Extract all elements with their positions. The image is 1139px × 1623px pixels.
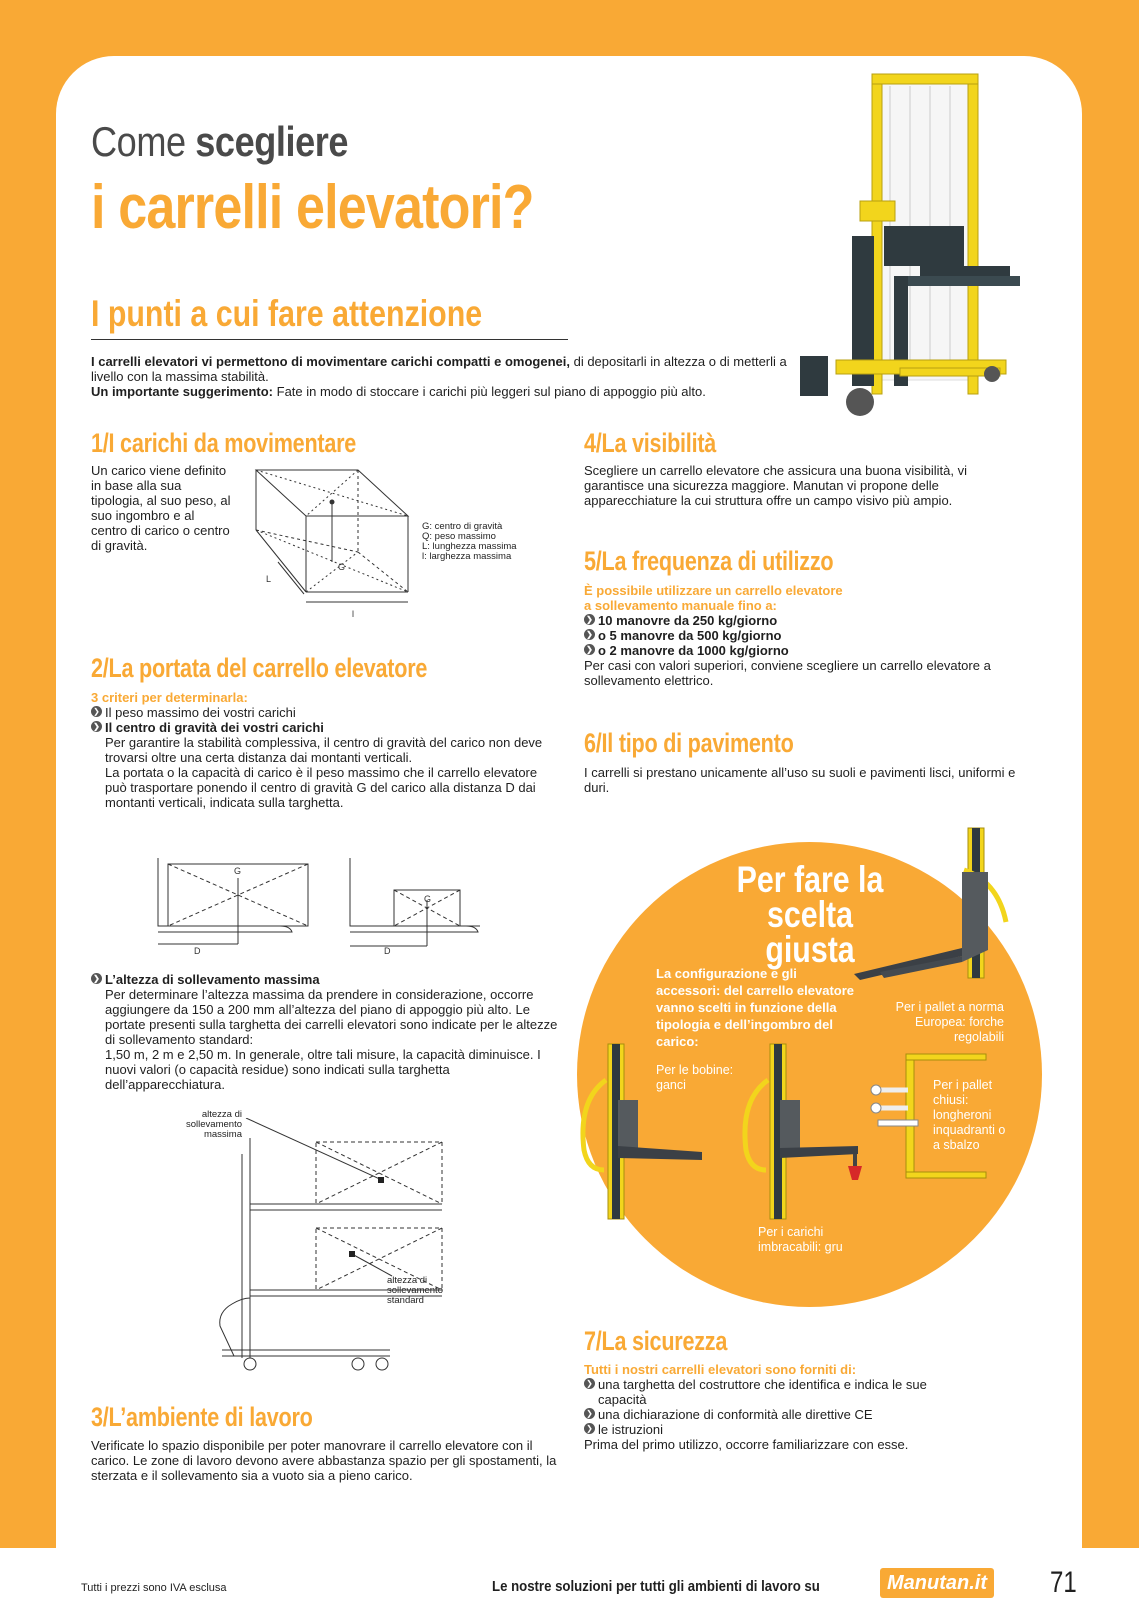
s7-item: ❯ una dichiarazione di conformità alle direttive CE [584,1407,944,1422]
s2-lift-height: ❯ L’altezza di sollevamento massima Per determinare l’altezza massima da prendere in considerazione, occorre aggiungere da 150 a 200 mm all’altezza del piano di appoggio più alto. Le portate presenti sulla targhetta dei carrelli elevatori sono indicate per le altezze di sollevamento standard: 1,50 m, 2 m e 2,50 m. In generale, oltre tali misure, la capacità diminuisce. I nuovi valori (o capacità residue) sono indicati sulla targhetta dell’apparecchiatura. [91,972,561,1092]
s7-item: ❯ le istruzioni [584,1422,944,1437]
gravity-distance-diagram [150,854,480,954]
s1-label-l: l [352,609,354,619]
page-number: 71 [1050,1566,1077,1599]
s4-text: Scegliere un carrello elevatore che assicura una buona visibilità, vi garantisce una sicurezza maggiore. Manutan vi propone delle apparecchiature la cui struttura offre un campo visivo più ampio. [584,463,967,508]
s2-label-g2: G [424,894,432,904]
s2-bullet: ❯ Il peso massimo dei vostri carichi [91,705,561,720]
legend-item: G: centro di gravità [422,521,503,532]
label-altezza-massima: altezza di sollevamento massima [186,1109,242,1140]
s1-heading: 1/I carichi da movimentare [91,428,357,458]
s2-bullet: ❯ Il centro di gravità dei vostri carichi [91,720,561,735]
s1-label-g: G [338,562,346,572]
section-subtitle: I punti a cui fare attenzione [91,293,483,334]
label-altezza-standard: altezza di sollevamento standard [387,1275,443,1306]
s7-heading: 7/La sicurezza [584,1326,728,1356]
clamp-accessory [868,1050,1018,1180]
forks-accessory [850,822,1020,992]
s2-label-d1: D [194,946,201,954]
s3-text: Verificate lo spazio disponibile per poter manovrare il carrello elevatore con il carico. Le zone di lavoro devono avere abbastanza spazio per gli spostamenti, la sterzata e il sollevamento sia a vuoto sia a pieno carico. [91,1438,557,1483]
s1-legend [422,522,517,562]
crane-accessory [740,1040,870,1220]
s1-label-L: L [266,574,272,584]
s7-item: ❯ una targhetta del costruttore che identifica e indica le sue capacità [584,1377,944,1407]
s5-heading: 5/La frequenza di utilizzo [584,546,834,576]
caption-imbracabili: Per i carichi imbracabili: gru [758,1225,843,1254]
legend-item: l: larghezza massima [422,551,512,562]
s2-body: 3 criteri per determinarla: ❯ Il peso massimo dei vostri carichi ❯ Il centro di gravità dei vostri carichi Per garantire la stabilità complessiva, il centro di gravità del carico non deve trovarsi oltre una certa distanza dai montanti verticali. La portata o la capacità di carico è il peso massimo che il carrello elevatore può trasportare ponendo il centro di gravità G del carico alla distanza D dai montanti verticali, indicata sulla targhetta. [91,690,561,810]
s2-label-d2: D [384,946,391,954]
s6-text: I carrelli si prestano unicamente all’uso su suoli e pavimenti lisci, uniformi e duri. [584,765,1016,795]
caption-pallet-norma: Per i pallet a norma Europea: forche regolabili [895,1000,1004,1044]
s5-item: ❯ 10 manovre da 250 kg/giorno [584,613,1034,628]
s2-heading: 2/La portata del carrello elevatore [91,653,428,683]
s1-text: Un carico viene definito in base alla sua tipologia, al suo peso, al suo ingombro e al centro di carico o centro di gravità. [91,463,231,553]
s4-heading: 4/La visibilità [584,428,717,458]
load-box-diagram [248,462,418,622]
s3-heading: 3/L’ambiente di lavoro [91,1402,313,1432]
page-title: i carrelli elevatori? [91,173,534,242]
legend-item: L: lunghezza massima [422,541,517,552]
s5-item: ❯ o 5 manovre da 500 kg/giorno [584,628,1034,643]
s2-label-g1: G [234,866,242,876]
caption-bobine: Per le bobine: ganci [656,1063,734,1092]
circle-title: Per fare la scelta giusta [736,859,884,970]
s7-body: Tutti i nostri carrelli elevatori sono forniti di: ❯ una targhetta del costruttore che identifica e indica le sue capacità ❯ una dichiarazione di conformità alle direttive CE ❯ le istruzioni Prima del primo utilizzo, occorre familiarizzare con esse. [584,1362,944,1452]
footer-tagline: Le nostre soluzioni per tutti gli ambienti di lavoro su [492,1578,820,1595]
caption-pallet-chiusi: Per i pallet chiusi: longheroni inquadranti o a sbalzo [933,1078,1006,1152]
s6-heading: 6/Il tipo di pavimento [584,728,794,758]
circle-lead: La configurazione e gli accessori: del carrello elevatore vanno scelti in funzione della tipologia e dell’ingombro del carico: [656,966,855,1049]
divider [91,339,568,340]
lift-height-diagram [212,1118,452,1382]
footer-price-note: Tutti i prezzi sono IVA esclusa [81,1582,227,1594]
s5-item: ❯ o 2 manovre da 1000 kg/giorno [584,643,1034,658]
s5-body: È possibile utilizzare un carrello elevatore a sollevamento manuale fino a: ❯ 10 manovre da 250 kg/giorno ❯ o 5 manovre da 500 kg/giorno ❯ o 2 manovre da 1000 kg/giorno Per casi con valori superiori, conviene scegliere un carrello elevatore a sollevamento elettrico. [584,583,1034,688]
legend-item: Q: peso massimo [422,531,496,542]
s2-bullet: ❯ L’altezza di sollevamento massima [91,972,561,987]
manutan-logo[interactable]: Manutan.it [880,1568,994,1598]
hooks-accessory [578,1040,708,1220]
title-line-1: Come scegliere [91,118,349,165]
forklift-illustration [800,66,1040,436]
intro-text: I carrelli elevatori vi permettono di movimentare carichi compatti e omogenei, di depositarli in altezza o di metterli a livello con la massima stabilità. Un importante suggerimento: Fate in modo di stoccare i carichi più leggeri sul piano di appoggio più alto. [91,354,787,399]
